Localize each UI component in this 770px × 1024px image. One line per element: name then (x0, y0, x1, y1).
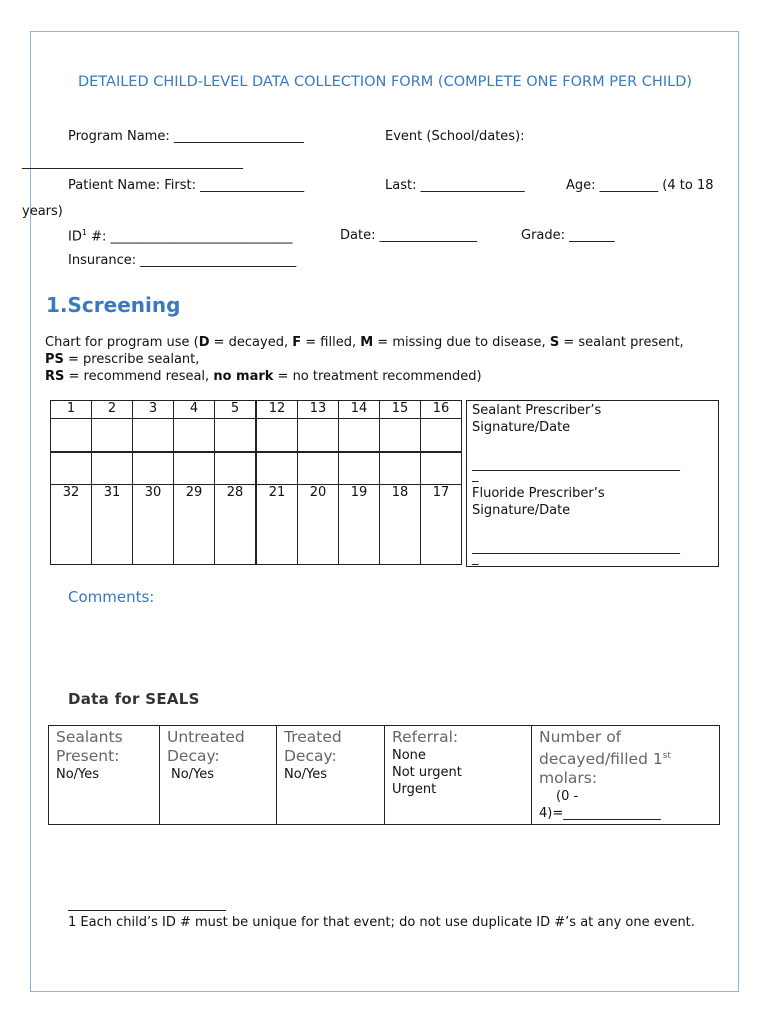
upper-tooth-numbers-row (51, 401, 462, 419)
tooth-number: 32 (51, 485, 92, 565)
molars-label-line3: molars: (539, 769, 598, 788)
tooth-mark-cell[interactable] (51, 452, 92, 485)
tooth-number: 4 (174, 401, 215, 419)
grade-field[interactable]: Grade: _______ (521, 228, 615, 243)
molars-label-text: decayed/filled 1 (539, 750, 663, 769)
legend-text: = recommend reseal, (64, 369, 214, 384)
legend-line-2 (45, 351, 745, 368)
tooth-mark-cell[interactable] (174, 419, 215, 452)
age-field-continued: years) (22, 204, 63, 219)
tooth-number: 21 (256, 485, 298, 565)
tooth-mark-cell[interactable] (215, 452, 257, 485)
tooth-mark-cell[interactable] (133, 452, 174, 485)
screening-legend (45, 334, 745, 385)
id-field[interactable] (68, 228, 293, 244)
tooth-number: 18 (380, 485, 421, 565)
fluoride-signature-label: Signature/Date (472, 503, 571, 518)
upper-tooth-mark-row (51, 419, 462, 452)
age-field[interactable]: Age: _________ (4 to 18 (566, 178, 714, 193)
fluoride-prescriber-label: Fluoride Prescriber’s (472, 486, 605, 501)
id-blank: #: ____________________________ (86, 229, 293, 245)
tooth-number: 13 (298, 401, 339, 419)
sealant-signature-label: Signature/Date (472, 420, 571, 435)
sealant-prescriber-block (472, 402, 601, 436)
legend-text: = no treatment recommended) (273, 369, 482, 384)
sealants-present-label: Sealants Present: (56, 728, 123, 765)
lower-tooth-numbers-row (51, 485, 462, 565)
legend-text: = filled, (301, 335, 361, 350)
tooth-number: 20 (298, 485, 339, 565)
event-field[interactable]: Event (School/dates): (385, 129, 525, 144)
tooth-number: 1 (51, 401, 92, 419)
sealant-signature-line[interactable] (472, 456, 680, 484)
molars-label-sup: st (662, 751, 671, 761)
fluoride-signature-line[interactable] (472, 539, 680, 567)
sealants-present-cell[interactable] (49, 726, 160, 825)
event-field-line[interactable]: __________________________________ (22, 155, 243, 170)
signature-line: ________________________________ (472, 540, 680, 555)
tooth-mark-cell[interactable] (298, 452, 339, 485)
signature-line-tail: _ (472, 551, 479, 566)
footnote-separator (68, 910, 226, 911)
sealants-present-options: No/Yes (56, 767, 100, 782)
prescriber-signature-box (466, 400, 719, 567)
id-footnote-marker: 1 (81, 228, 87, 237)
legend-code: F (292, 335, 302, 350)
tooth-number: 3 (133, 401, 174, 419)
tooth-number: 19 (339, 485, 380, 565)
seals-row (49, 726, 720, 825)
tooth-number: 30 (133, 485, 174, 565)
untreated-decay-cell[interactable] (160, 726, 277, 825)
treated-decay-cell[interactable] (277, 726, 385, 825)
tooth-mark-cell[interactable] (339, 452, 380, 485)
tooth-mark-cell[interactable] (380, 452, 421, 485)
referral-cell[interactable] (385, 726, 532, 825)
legend-text: = missing due to disease, (373, 335, 550, 350)
legend-line-1 (45, 334, 745, 351)
tooth-number: 15 (380, 401, 421, 419)
seals-heading: Data for SEALS (68, 690, 200, 708)
legend-code: RS (45, 369, 65, 384)
tooth-mark-cell[interactable] (421, 419, 462, 452)
legend-text: = decayed, (209, 335, 293, 350)
tooth-mark-cell[interactable] (339, 419, 380, 452)
molars-label-line1: Number of (539, 728, 622, 746)
tooth-mark-cell[interactable] (298, 419, 339, 452)
untreated-decay-options: No/Yes (171, 767, 215, 782)
legend-code: no mark (213, 369, 274, 384)
tooth-mark-cell[interactable] (92, 452, 133, 485)
tooth-chart (50, 400, 462, 565)
seals-data-table (48, 725, 720, 825)
tooth-mark-cell[interactable] (256, 419, 298, 452)
molars-count-field[interactable]: 4)=_______________ (539, 806, 661, 822)
insurance-field[interactable]: Insurance: ________________________ (68, 253, 297, 268)
tooth-number: 5 (215, 401, 257, 419)
tooth-number: 14 (339, 401, 380, 419)
signature-line-tail: _ (472, 468, 479, 483)
tooth-mark-cell[interactable] (133, 419, 174, 452)
footnote: 1 Each child’s ID # must be unique for that event; do not use duplicate ID #’s at any one event. (68, 915, 695, 930)
legend-text: Chart for program use ( (45, 335, 199, 350)
untreated-decay-label: Untreated Decay: (167, 728, 245, 765)
date-field[interactable]: Date: _______________ (340, 228, 478, 243)
form-title: DETAILED CHILD-LEVEL DATA COLLECTION FORM (COMPLETE ONE FORM PER CHILD) (77, 74, 693, 90)
tooth-mark-cell[interactable] (215, 419, 257, 452)
tooth-number: 31 (92, 485, 133, 565)
tooth-number: 2 (92, 401, 133, 419)
decayed-filled-molars-cell[interactable] (532, 726, 720, 825)
referral-option: Urgent (392, 782, 437, 797)
sealant-prescriber-label: Sealant Prescriber’s (472, 403, 602, 418)
screening-heading: 1.Screening (46, 293, 181, 317)
legend-text: = prescribe sealant, (63, 352, 200, 367)
legend-code: S (549, 335, 560, 350)
molars-range: (0 - (556, 789, 579, 805)
program-name-field[interactable]: Program Name: ____________________ (68, 129, 304, 144)
legend-line-3 (45, 368, 745, 385)
tooth-mark-cell[interactable] (380, 419, 421, 452)
legend-code: M (360, 335, 374, 350)
treated-decay-label: Treated Decay: (284, 728, 342, 765)
tooth-number: 29 (174, 485, 215, 565)
signature-line: ________________________________ (472, 457, 680, 472)
patient-first-name-field[interactable]: Patient Name: First: ________________ (68, 178, 305, 193)
legend-text: = sealant present, (559, 335, 684, 350)
tooth-mark-cell[interactable] (256, 452, 298, 485)
referral-option: Not urgent (392, 765, 462, 780)
referral-option: None (392, 748, 426, 763)
legend-code: PS (45, 352, 64, 367)
tooth-mark-cell[interactable] (174, 452, 215, 485)
comments-label: Comments: (68, 588, 155, 606)
tooth-number: 28 (215, 485, 257, 565)
id-label: ID (68, 229, 82, 245)
tooth-number: 17 (421, 485, 462, 565)
tooth-mark-cell[interactable] (51, 419, 92, 452)
fluoride-prescriber-block (472, 485, 605, 519)
tooth-number: 12 (256, 401, 298, 419)
treated-decay-options: No/Yes (284, 767, 328, 782)
referral-label: Referral: (392, 728, 459, 746)
patient-last-name-field[interactable]: Last: ________________ (385, 178, 525, 193)
tooth-mark-cell[interactable] (92, 419, 133, 452)
tooth-number: 16 (421, 401, 462, 419)
legend-code: D (198, 335, 210, 350)
molars-label-line2 (539, 747, 712, 769)
tooth-mark-cell[interactable] (421, 452, 462, 485)
lower-tooth-mark-row-top (51, 452, 462, 485)
